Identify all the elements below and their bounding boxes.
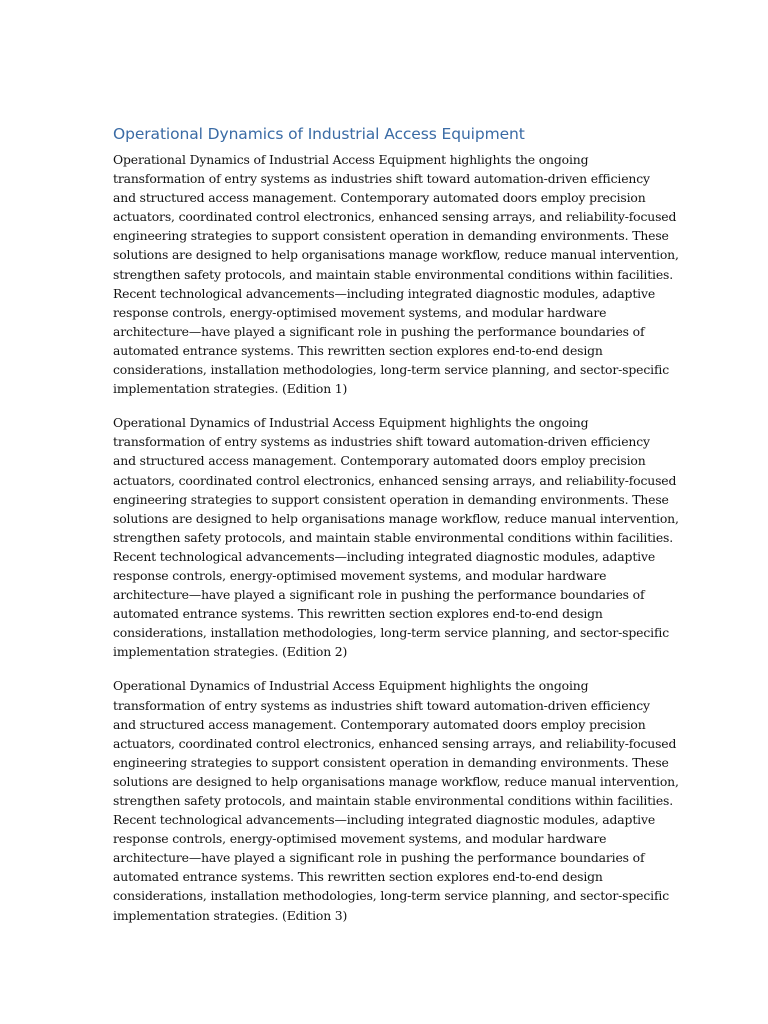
paragraph-line: Recent technological advancements—including integrated diagnostic modules, adaptive (113, 548, 655, 564)
paragraph-line: transformation of entry systems as industries shift toward automation-driven efficiency (113, 434, 650, 450)
paragraph-line: Operational Dynamics of Industrial Access Equipment highlights the ongoing (113, 678, 589, 694)
paragraph-line: engineering strategies to support consistent operation in demanding environments. These (113, 491, 669, 507)
paragraph-line: actuators, coordinated control electronics, enhanced sensing arrays, and reliability-focused (113, 209, 677, 225)
paragraph-line: response controls, energy-optimised movement systems, and modular hardware (113, 304, 607, 320)
paragraph-line: strengthen safety protocols, and maintain stable environmental conditions within facilities. (113, 793, 674, 808)
paragraph-line: architecture—have played a significant role in pushing the performance boundaries of (113, 587, 645, 603)
paragraph-line: engineering strategies to support consistent operation in demanding environments. These (113, 754, 669, 770)
paragraph-line: actuators, coordinated control electronics, enhanced sensing arrays, and reliability-focused (113, 472, 677, 488)
paragraph-line: implementation strategies. (Edition 2) (113, 644, 348, 660)
paragraph-line: and structured access management. Contemporary automated doors employ precision (113, 190, 646, 206)
body-paragraph-2 (113, 413, 679, 661)
paragraph-line: and structured access management. Contemporary automated doors employ precision (113, 716, 646, 732)
paragraph-line: Recent technological advancements—including integrated diagnostic modules, adaptive (113, 812, 655, 828)
paragraph-line: transformation of entry systems as industries shift toward automation-driven efficiency (113, 171, 650, 187)
paragraph-line: strengthen safety protocols, and maintain stable environmental conditions within facilities. (113, 529, 674, 545)
paragraph-line: considerations, installation methodologies, long-term service planning, and sector-specific (113, 888, 669, 904)
paragraph-line: Recent technological advancements—including integrated diagnostic modules, adaptive (113, 285, 655, 301)
paragraph-line: solutions are designed to help organisations manage workflow, reduce manual intervention, (113, 247, 679, 263)
paragraph-line: solutions are designed to help organisations manage workflow, reduce manual intervention, (113, 773, 679, 789)
paragraph-line: transformation of entry systems as industries shift toward automation-driven efficiency (113, 697, 650, 713)
paragraph-line: automated entrance systems. This rewritten section explores end-to-end design (113, 342, 603, 358)
paragraph-line: response controls, energy-optimised movement systems, and modular hardware (113, 831, 607, 847)
paragraph-line: architecture—have played a significant role in pushing the performance boundaries of (113, 323, 645, 339)
paragraph-line: considerations, installation methodologies, long-term service planning, and sector-specific (113, 362, 669, 378)
paragraph-line: Operational Dynamics of Industrial Access Equipment highlights the ongoing (113, 415, 589, 431)
body-paragraph-1 (113, 150, 679, 398)
document-body (113, 150, 679, 925)
paragraph-line: automated entrance systems. This rewritten section explores end-to-end design (113, 606, 603, 622)
paragraph-line: solutions are designed to help organisations manage workflow, reduce manual intervention, (113, 510, 679, 526)
paragraph-line: implementation strategies. (Edition 3) (113, 907, 348, 923)
document-page (113, 124, 679, 940)
paragraph-line: architecture—have played a significant role in pushing the performance boundaries of (113, 850, 645, 866)
paragraph-line: and structured access management. Contemporary automated doors employ precision (113, 453, 646, 469)
paragraph-line: Operational Dynamics of Industrial Access Equipment highlights the ongoing (113, 152, 589, 167)
paragraph-line: actuators, coordinated control electronics, enhanced sensing arrays, and reliability-focused (113, 735, 677, 751)
paragraph-line: response controls, energy-optimised movement systems, and modular hardware (113, 567, 607, 583)
document-title: Operational Dynamics of Industrial Access Equipment (113, 125, 525, 143)
body-paragraph-3 (113, 676, 679, 924)
paragraph-line: strengthen safety protocols, and maintain stable environmental conditions within facilities. (113, 266, 674, 282)
paragraph-line: considerations, installation methodologies, long-term service planning, and sector-specific (113, 625, 669, 641)
paragraph-line: engineering strategies to support consistent operation in demanding environments. These (113, 228, 669, 244)
paragraph-line: implementation strategies. (Edition 1) (113, 381, 348, 397)
paragraph-line: automated entrance systems. This rewritten section explores end-to-end design (113, 869, 603, 885)
